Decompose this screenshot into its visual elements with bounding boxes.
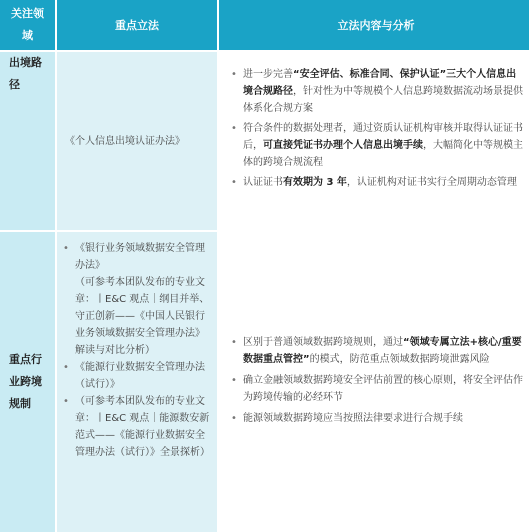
row2-bullet-1 [225,334,523,368]
row2-bullet-3: • 能源领域数据跨境应当按照法律要求进行合规手续 [225,410,523,427]
header-content-analysis: 立法内容与分析 [219,0,529,50]
row2-bullet-1-strong: “领域专属立法+核心/重要数据重点管控” [243,336,522,365]
row2-domain [0,232,55,532]
row1-domain [0,52,55,230]
header-key-legislation: 重点立法 [57,0,217,50]
row1-domain-line1: 出境路 [9,56,42,69]
row2-bullet-1-post: 的模式，防范重点领域数据跨境泄露风险 [309,353,490,365]
row2-law-1: • 《银行业务领域数据安全管理办法》 [57,240,211,274]
row2-law-2: • 《能源行业数据安全管理办法（试行）》 [57,359,211,393]
row1-bullet-2-post: ，大幅简化中等规模主体的跨境合规流程 [243,140,523,168]
row2-law-2-note: • （可参考本团队发布的专业文章：丨E&C 观点｜能源数安新范式——《能源行业数据安全管理办法（试行）》全景探析） [57,393,211,461]
header-focus-area [0,0,55,50]
row2-law-cell [57,232,217,532]
row1-law: 《个人信息出境认证办法》 [65,135,185,147]
row1-bullet-3-strong: 有效期为 3 年 [283,177,347,188]
header-focus-area-line1: 关注领 [11,7,44,20]
row1-bullet-2-strong: 可直接凭证书办理个人信息出境手续 [263,140,423,151]
row2-law-1-note: （可参考本团队发布的专业文章：丨E&C 观点｜纲目并举、守正创新——《中国人民银行业务领域数据安全管理办法》解读与对比分析） [75,277,210,356]
row1-law-cell [57,52,217,230]
row2-domain-line1: 重点行 [9,353,42,366]
row2-bullet-1-pre: 区别于普通领域数据跨境规则，通过 [243,336,403,348]
row1-bullet-3-post: ，认证机构对证书实行全周期动态管理 [346,177,517,188]
row1-analysis-cell [219,52,529,230]
row1-bullet-3-pre: 认证证书 [243,177,283,188]
row1-bullet-3 [225,174,523,191]
row1-bullet-1-strong: “安全评估、标准合同、保护认证”三大个人信息出境合规路径 [243,69,517,97]
header-focus-area-line2: 域 [22,29,33,42]
row2-domain-line2: 业跨境 [9,375,42,388]
row2-bullet-2: • 确立金融领域数据跨境安全评估前置的核心原则，将安全评估作为跨境传输的必经环节 [225,372,523,406]
row1-domain-line2: 径 [9,78,20,91]
row1-bullet-1-post: ，针对性为中等规模个人信息跨境数据流动场景提供体系化合规方案 [243,86,523,114]
row1-bullet-1 [225,66,523,117]
row1-bullet-2-pre: 符合条件的数据处理者，通过资质认证机构审核并取得认证证书后， [243,123,523,151]
row1-bullet-1-pre: 进一步完善 [243,69,293,80]
row2-domain-line3: 规制 [9,397,31,410]
row1-bullet-2 [225,120,523,171]
row2-analysis-cell [219,232,529,532]
